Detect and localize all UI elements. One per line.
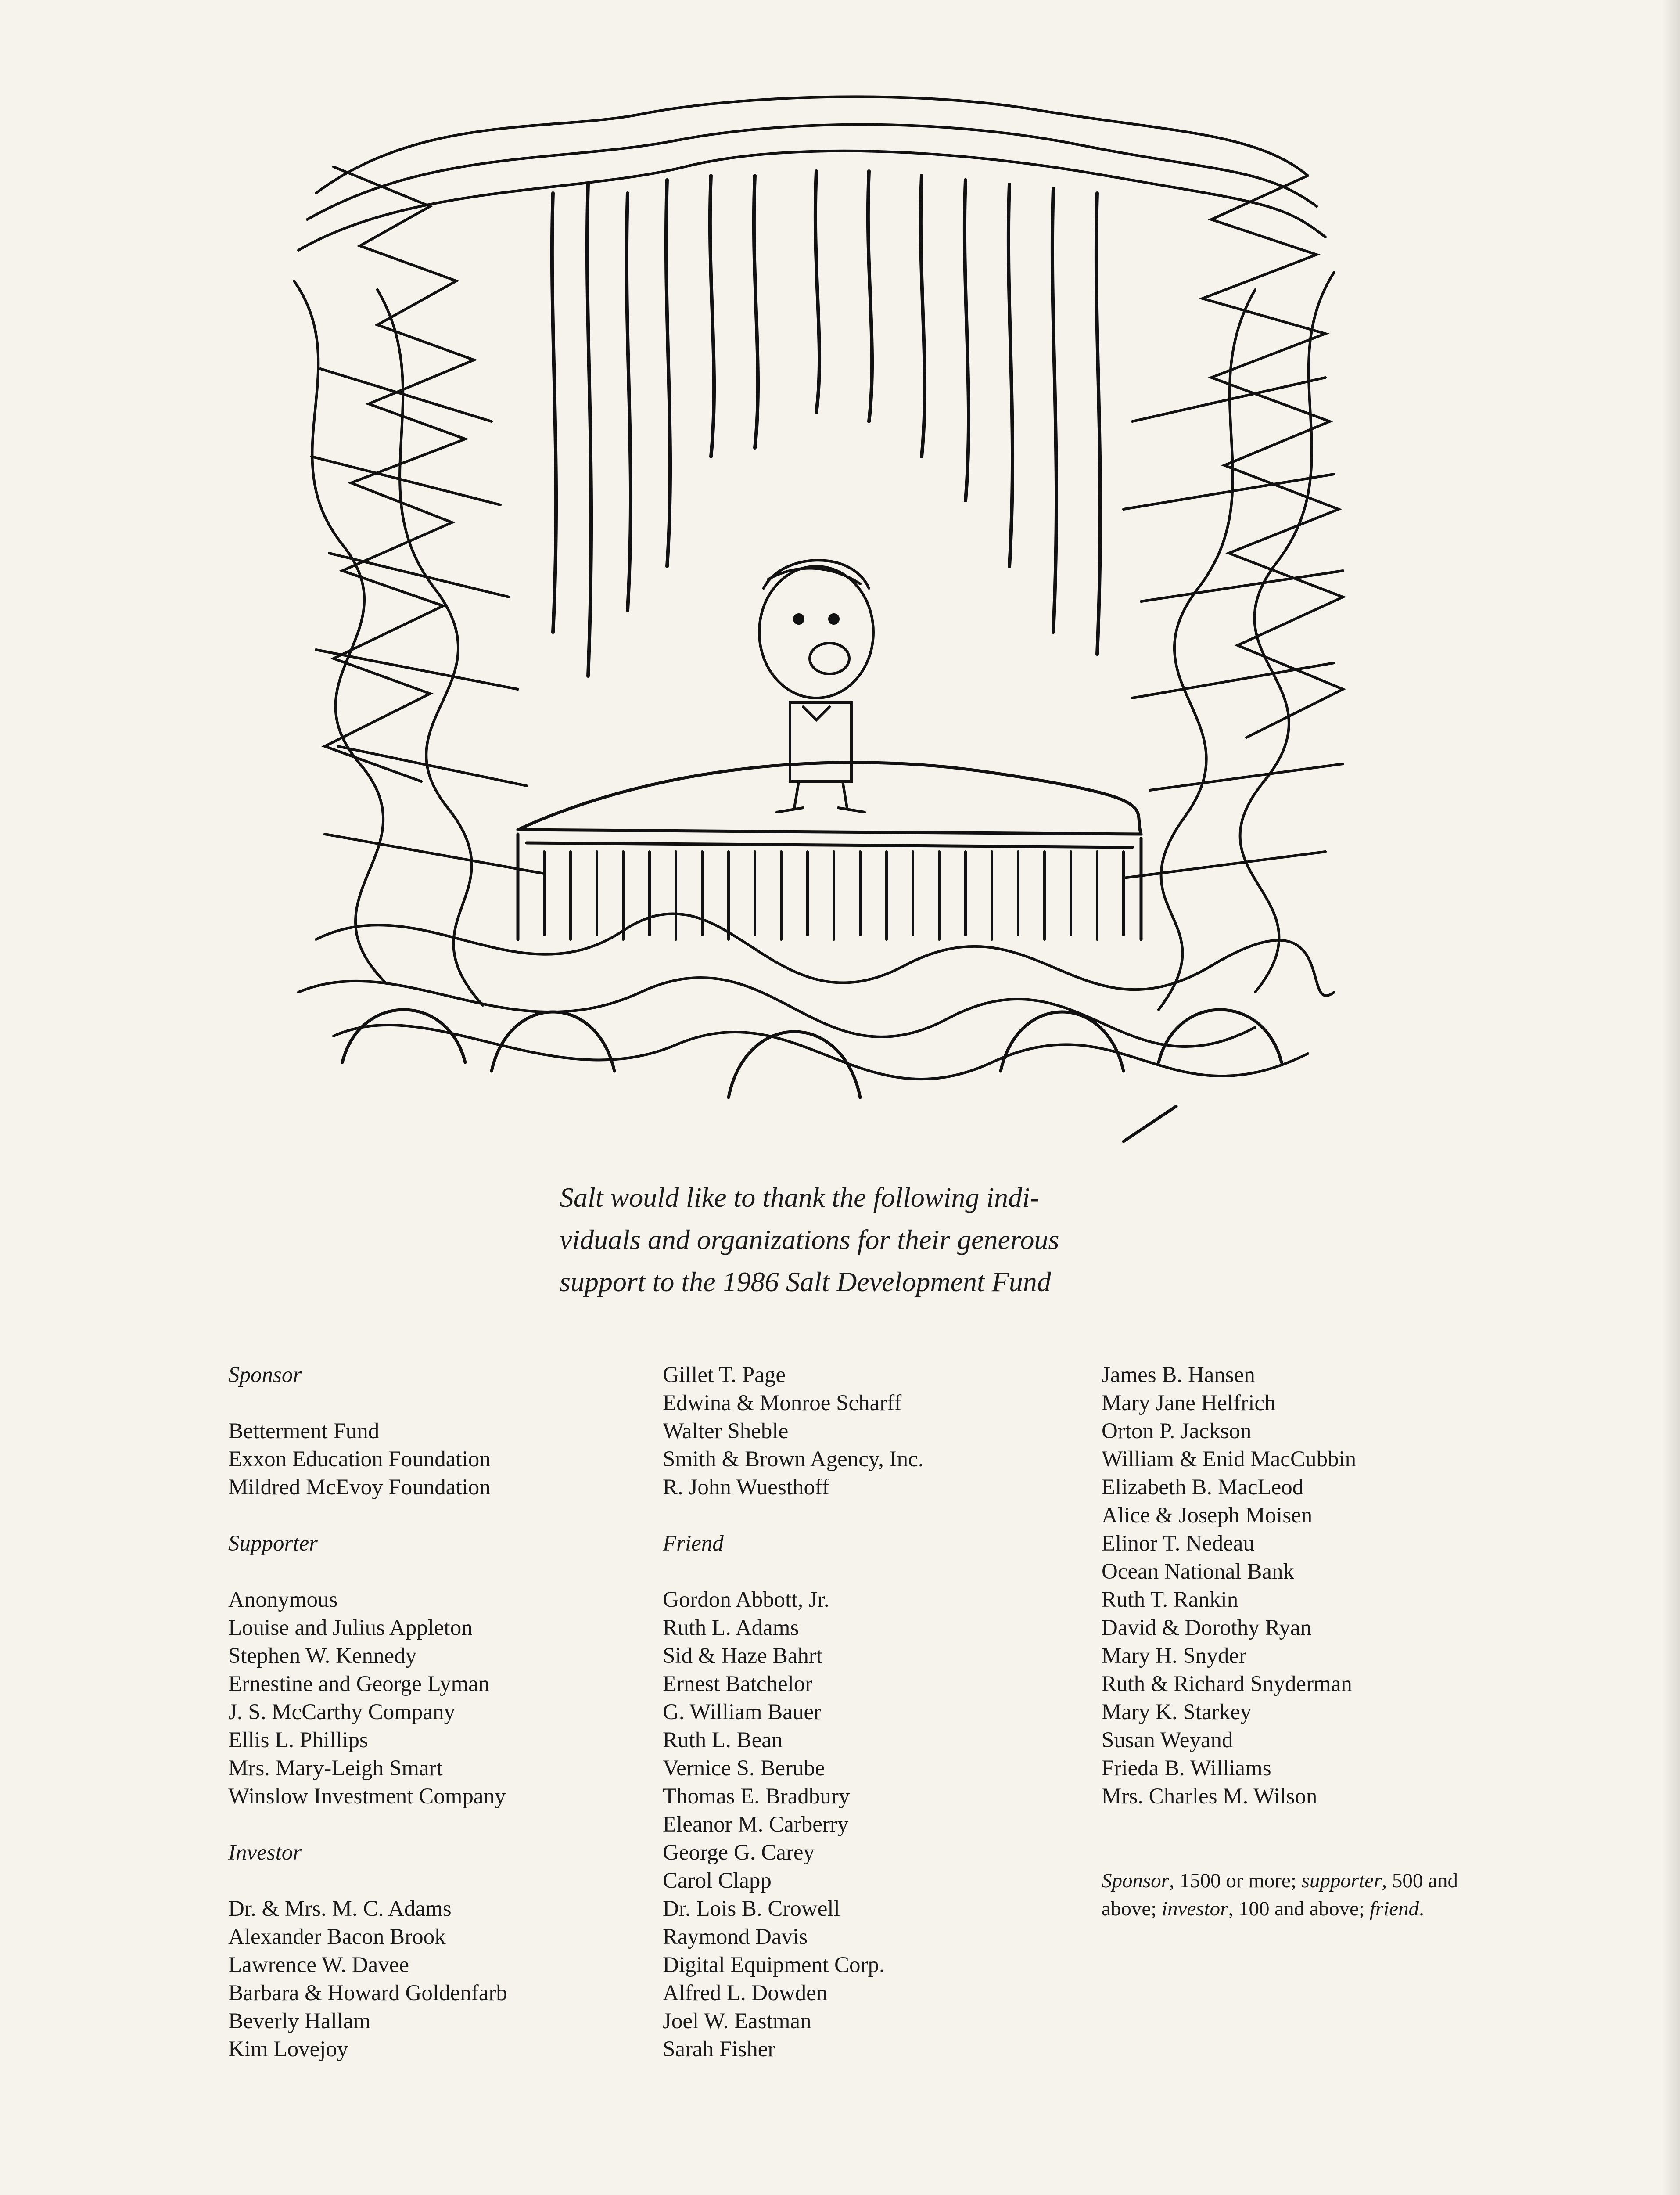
list-item: Orton P. Jackson <box>1102 1419 1252 1443</box>
legend-sponsor-amount: , 1500 or more; <box>1169 1869 1302 1892</box>
list-item: Louise and Julius Appleton <box>228 1616 473 1640</box>
list-item: Carol Clapp <box>663 1868 772 1893</box>
list-item: Barbara & Howard Goldenfarb <box>228 1981 507 2005</box>
list-item: Alice & Joseph Moisen <box>1102 1503 1313 1528</box>
list-item: Betterment Fund <box>228 1419 380 1443</box>
list-item: Frieda B. Williams <box>1102 1756 1271 1781</box>
list-item: Mary K. Starkey <box>1102 1700 1252 1724</box>
list-item: Beverly Hallam <box>228 2009 371 2033</box>
intro-line-2: viduals and organizations for their generous <box>560 1224 1059 1255</box>
list-item: Walter Sheble <box>663 1419 789 1443</box>
list-item: Ernest Batchelor <box>663 1672 813 1696</box>
donor-column-3 <box>1102 1361 1514 1923</box>
list-item: Elizabeth B. MacLeod <box>1102 1475 1304 1500</box>
list-item: Ellis L. Phillips <box>228 1728 368 1752</box>
list-item: Dr. & Mrs. M. C. Adams <box>228 1896 452 1921</box>
stage-illustration <box>246 61 1378 1150</box>
list-item: Joel W. Eastman <box>663 2009 811 2033</box>
list-item: Digital Equipment Corp. <box>663 1953 885 1977</box>
investor-heading: Investor <box>228 1840 302 1865</box>
list-item: Alfred L. Dowden <box>663 1981 828 2005</box>
list-item: J. S. McCarthy Company <box>228 1700 456 1724</box>
list-item: Ruth & Richard Snyderman <box>1102 1672 1352 1696</box>
list-item: Mrs. Mary-Leigh Smart <box>228 1756 443 1781</box>
list-item: Lawrence W. Davee <box>228 1953 409 1977</box>
list-item: Sid & Haze Bahrt <box>663 1644 822 1668</box>
list-item: Gillet T. Page <box>663 1363 786 1387</box>
list-item: Stephen W. Kennedy <box>228 1644 417 1668</box>
friend-heading: Friend <box>663 1531 724 1556</box>
legend-end: . <box>1419 1897 1424 1920</box>
list-item: Vernice S. Berube <box>663 1756 825 1781</box>
legend-investor: investor <box>1162 1897 1228 1920</box>
list-item: Susan Weyand <box>1102 1728 1233 1752</box>
list-item: Edwina & Monroe Scharff <box>663 1391 902 1415</box>
list-item: Dr. Lois B. Crowell <box>663 1896 840 1921</box>
legend-supporter-amount: , 500 and above; <box>1102 1869 1458 1920</box>
list-item: Winslow Investment Company <box>228 1784 506 1809</box>
list-item: Ruth L. Bean <box>663 1728 783 1752</box>
list-item: Mildred McEvoy Foundation <box>228 1475 491 1500</box>
donation-levels-legend <box>1102 1867 1505 1923</box>
list-item: David & Dorothy Ryan <box>1102 1616 1312 1640</box>
list-item: G. William Bauer <box>663 1700 822 1724</box>
list-item: Raymond Davis <box>663 1925 808 1949</box>
legend-friend: friend <box>1369 1897 1419 1920</box>
list-item: James B. Hansen <box>1102 1363 1255 1387</box>
list-item: Mary Jane Helfrich <box>1102 1391 1276 1415</box>
list-item: Ocean National Bank <box>1102 1559 1295 1584</box>
list-item: George G. Carey <box>663 1840 815 1865</box>
list-item: Mary H. Snyder <box>1102 1644 1247 1668</box>
legend-sponsor: Sponsor <box>1102 1869 1170 1892</box>
list-item: Elinor T. Nedeau <box>1102 1531 1254 1556</box>
list-item: Ruth T. Rankin <box>1102 1587 1238 1612</box>
intro-text <box>560 1177 1183 1303</box>
list-item: Sarah Fisher <box>663 2037 775 2062</box>
list-item: Mrs. Charles M. Wilson <box>1102 1784 1317 1809</box>
page-edge-shadow <box>1662 0 1680 2195</box>
list-item: Alexander Bacon Brook <box>228 1925 446 1949</box>
donor-column-2 <box>663 1361 1058 2063</box>
list-item: Ernestine and George Lyman <box>228 1672 490 1696</box>
legend-investor-amount: , 100 and above; <box>1228 1897 1370 1920</box>
list-item: Thomas E. Bradbury <box>663 1784 850 1809</box>
list-item: Smith & Brown Agency, Inc. <box>663 1447 924 1472</box>
list-item: Eleanor M. Carberry <box>663 1812 849 1837</box>
donor-column-1 <box>228 1361 623 2063</box>
list-item: Exxon Education Foundation <box>228 1447 491 1472</box>
list-item: Kim Lovejoy <box>228 2037 348 2062</box>
intro-line-3: support to the 1986 Salt Development Fund <box>560 1266 1051 1297</box>
intro-line-1: Salt would like to thank the following indi- <box>560 1182 1040 1213</box>
supporter-heading: Supporter <box>228 1531 318 1556</box>
list-item: William & Enid MacCubbin <box>1102 1447 1357 1472</box>
legend-supporter: supporter <box>1301 1869 1382 1892</box>
list-item: Anonymous <box>228 1587 338 1612</box>
list-item: Ruth L. Adams <box>663 1616 799 1640</box>
list-item: R. John Wuesthoff <box>663 1475 829 1500</box>
list-item: Gordon Abbott, Jr. <box>663 1587 829 1612</box>
sponsor-heading: Sponsor <box>228 1363 302 1387</box>
